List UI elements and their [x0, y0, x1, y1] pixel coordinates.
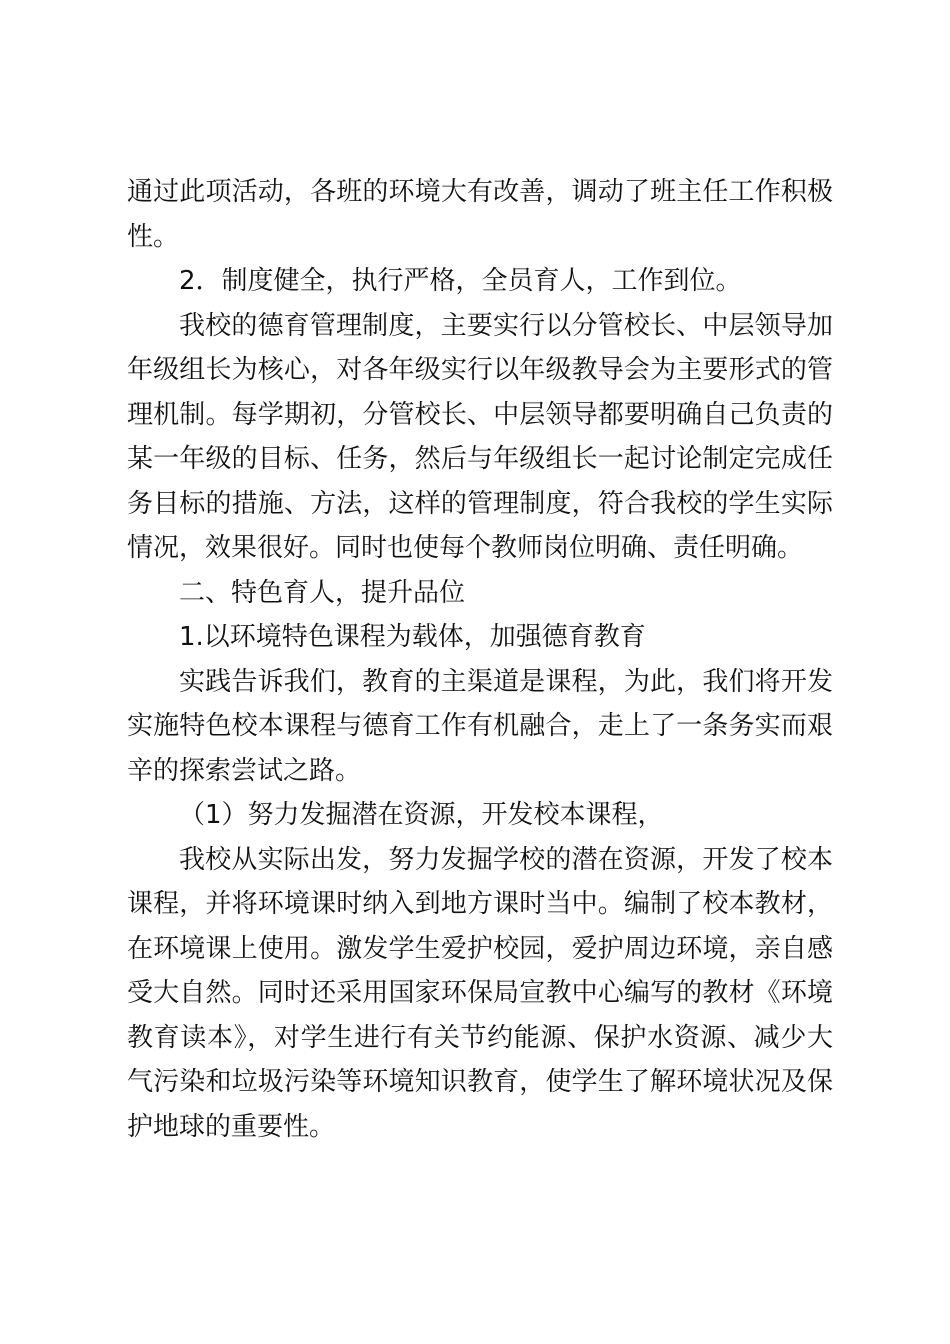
- document-body: [127, 170, 833, 1149]
- subheading-system: 2．制度健全，执行严格，全员育人，工作到位。: [179, 266, 742, 296]
- paragraph-school-curriculum: 我校从实际出发，努力发掘学校的潜在资源，开发了校本课程，并将环境课时纳入到地方课时当中。编制了校本教材，在环境课上使用。激发学生爱护校园，爱护周边环境，亲自感受大自然。同时还采用国家环保局宣教中心编写的教材《环境教育读本》，对学生进行有关节约能源、保护水资源、减少大气污染和垃圾污染等环境知识教育，使学生了解环境状况及保护地球的重要性。: [127, 844, 833, 1142]
- paragraph-practice: 实践告诉我们，教育的主渠道是课程，为此，我们将开发实施特色校本课程与德育工作有机融合，走上了一条务实而艰辛的探索尝试之路。: [127, 666, 833, 786]
- paragraph-continuation: 通过此项活动，各班的环境大有改善，调动了班主任工作积极性。: [127, 177, 833, 252]
- subheading-resources: （1）努力发掘潜在资源，开发校本课程，: [179, 800, 664, 830]
- section-heading-two: 二、特色育人，提升品位: [179, 577, 466, 608]
- paragraph-management: 我校的德育管理制度，主要实行以分管校长、中层领导加年级组长为核心，对各年级实行以年级教导会为主要形式的管理机制。每学期初，分管校长、中层领导都要明确自己负责的某一年级的目标、任务，然后与年级组长一起讨论制定完成任务目标的措施、方法，这样的管理制度，符合我校的学生实际情况，效果很好。同时也使每个教师岗位明确、责任明确。: [127, 310, 833, 563]
- subheading-environment-course: 1.以环境特色课程为载体，加强德育教育: [179, 622, 646, 652]
